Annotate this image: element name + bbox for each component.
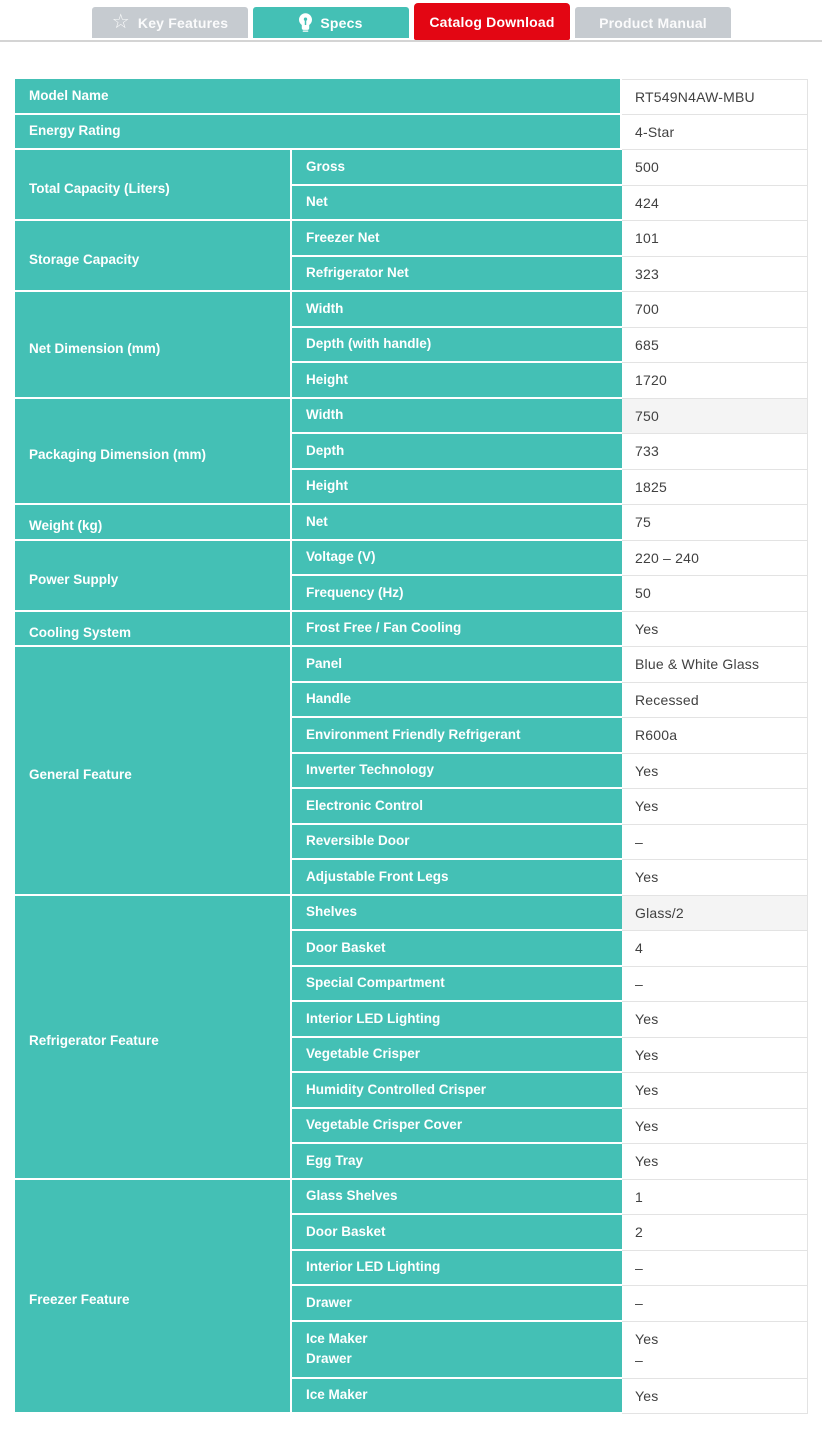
spec-sub-cell: Drawer — [292, 1286, 622, 1322]
spec-value-cell: RT549N4AW-MBU — [622, 79, 808, 115]
spec-sub-cell: Environment Friendly Refrigerant — [292, 718, 622, 754]
spec-group-cell: Weight (kg) — [15, 505, 292, 541]
spec-value-cell: Yes — [622, 1144, 808, 1180]
spec-sub-cell: Door Basket — [292, 931, 622, 967]
spec-group-cell: Model Name — [15, 79, 622, 115]
spec-value-cell: 424 — [622, 186, 808, 222]
tab-key-features[interactable] — [92, 7, 248, 38]
spec-value-cell: Yes – — [622, 1322, 808, 1379]
spec-sub-cell: Depth (with handle) — [292, 328, 622, 364]
spec-row — [15, 79, 808, 115]
spec-group-cell: Total Capacity (Liters) — [15, 150, 292, 221]
spec-row — [15, 399, 808, 435]
spec-sub-cell: Door Basket — [292, 1215, 622, 1251]
spec-value-cell: 220 – 240 — [622, 541, 808, 577]
spec-value-cell: Yes — [622, 860, 808, 896]
spec-group-cell: Cooling System — [15, 612, 292, 648]
spec-sub-cell: Net — [292, 505, 622, 541]
spec-value-cell: 750 — [622, 399, 808, 435]
spec-sub-cell: Humidity Controlled Crisper — [292, 1073, 622, 1109]
spec-sub-cell: Freezer Net — [292, 221, 622, 257]
spec-sub-cell: Handle — [292, 683, 622, 719]
spec-sub-cell: Refrigerator Net — [292, 257, 622, 293]
spec-value-cell: 700 — [622, 292, 808, 328]
spec-row — [15, 150, 808, 186]
spec-group-cell: Packaging Dimension (mm) — [15, 399, 292, 506]
spec-row — [15, 541, 808, 577]
spec-sub-cell: Width — [292, 399, 622, 435]
spec-row — [15, 896, 808, 932]
spec-sub-cell: Shelves — [292, 896, 622, 932]
spec-sub-cell: Frost Free / Fan Cooling — [292, 612, 622, 648]
spec-value-cell: 101 — [622, 221, 808, 257]
spec-value-cell: Yes — [622, 1379, 808, 1415]
spec-sub-cell: Depth — [292, 434, 622, 470]
spec-value-cell: 1720 — [622, 363, 808, 399]
tab-catalog-download-label: Catalog Download — [429, 13, 555, 30]
spec-value-cell: 4-Star — [622, 115, 808, 151]
tab-product-manual[interactable] — [575, 7, 731, 38]
spec-value-cell: Yes — [622, 612, 808, 648]
spec-value-cell: 323 — [622, 257, 808, 293]
spec-sub-cell: Egg Tray — [292, 1144, 622, 1180]
spec-value-cell: 2 — [622, 1215, 808, 1251]
spec-group-cell: Freezer Feature — [15, 1180, 292, 1415]
spec-sub-cell: Inverter Technology — [292, 754, 622, 790]
spec-value-cell: 1 — [622, 1180, 808, 1216]
spec-value-cell: R600a — [622, 718, 808, 754]
spec-row — [15, 1180, 808, 1216]
star-icon: ☆ — [111, 10, 130, 33]
spec-value-cell: 733 — [622, 434, 808, 470]
tab-specs-label: Specs — [320, 14, 363, 31]
spec-sub-cell: Ice Maker Drawer — [292, 1322, 622, 1379]
spec-group-cell: General Feature — [15, 647, 292, 896]
spec-group-cell: Energy Rating — [15, 115, 622, 151]
spec-value-cell: Recessed — [622, 683, 808, 719]
tab-catalog-download[interactable] — [414, 3, 570, 40]
spec-group-cell: Storage Capacity — [15, 221, 292, 292]
spec-value-cell: Yes — [622, 789, 808, 825]
spec-value-cell: 500 — [622, 150, 808, 186]
spec-value-cell: Blue & White Glass — [622, 647, 808, 683]
spec-value-cell: Glass/2 — [622, 896, 808, 932]
spec-value-cell: – — [622, 1286, 808, 1322]
spec-row — [15, 221, 808, 257]
spec-sub-cell: Reversible Door — [292, 825, 622, 861]
spec-sub-cell: Vegetable Crisper Cover — [292, 1109, 622, 1145]
spec-sub-cell: Glass Shelves — [292, 1180, 622, 1216]
tab-specs[interactable] — [253, 7, 409, 38]
spec-value-cell: 50 — [622, 576, 808, 612]
spec-sub-cell: Electronic Control — [292, 789, 622, 825]
spec-value-cell: – — [622, 967, 808, 1003]
spec-row — [15, 505, 808, 541]
spec-row — [15, 647, 808, 683]
tab-key-features-label: Key Features — [137, 14, 229, 31]
spec-sub-cell: Special Compartment — [292, 967, 622, 1003]
spec-sub-cell: Interior LED Lighting — [292, 1251, 622, 1287]
spec-value-cell: Yes — [622, 1073, 808, 1109]
spec-sub-cell: Vegetable Crisper — [292, 1038, 622, 1074]
spec-sub-cell: Adjustable Front Legs — [292, 860, 622, 896]
spec-value-cell: 4 — [622, 931, 808, 967]
spec-value-cell: Yes — [622, 1038, 808, 1074]
spec-sub-cell: Voltage (V) — [292, 541, 622, 577]
spec-sub-cell: Gross — [292, 150, 622, 186]
spec-row — [15, 612, 808, 648]
spec-sub-cell: Panel — [292, 647, 622, 683]
spec-row — [15, 115, 808, 151]
spec-value-cell: 1825 — [622, 470, 808, 506]
spec-value-cell: – — [622, 1251, 808, 1287]
tab-product-manual-label: Product Manual — [599, 14, 707, 31]
bulb-icon — [299, 13, 312, 32]
spec-sub-cell: Height — [292, 363, 622, 399]
spec-value-cell: 685 — [622, 328, 808, 364]
spec-group-cell: Power Supply — [15, 541, 292, 612]
spec-value-cell: – — [622, 825, 808, 861]
spec-value-cell: 75 — [622, 505, 808, 541]
spec-row — [15, 292, 808, 328]
spec-sub-cell: Net — [292, 186, 622, 222]
spec-sub-cell: Width — [292, 292, 622, 328]
spec-sub-cell: Ice Maker — [292, 1379, 622, 1415]
spec-sub-cell: Interior LED Lighting — [292, 1002, 622, 1038]
spec-sub-cell: Height — [292, 470, 622, 506]
spec-value-cell: Yes — [622, 1109, 808, 1145]
spec-group-cell: Refrigerator Feature — [15, 896, 292, 1180]
spec-value-cell: Yes — [622, 754, 808, 790]
spec-value-cell: Yes — [622, 1002, 808, 1038]
spec-table — [15, 79, 808, 1414]
specs-section — [15, 79, 822, 1414]
product-tab-bar — [0, 0, 822, 42]
spec-group-cell: Net Dimension (mm) — [15, 292, 292, 399]
spec-sub-cell: Frequency (Hz) — [292, 576, 622, 612]
